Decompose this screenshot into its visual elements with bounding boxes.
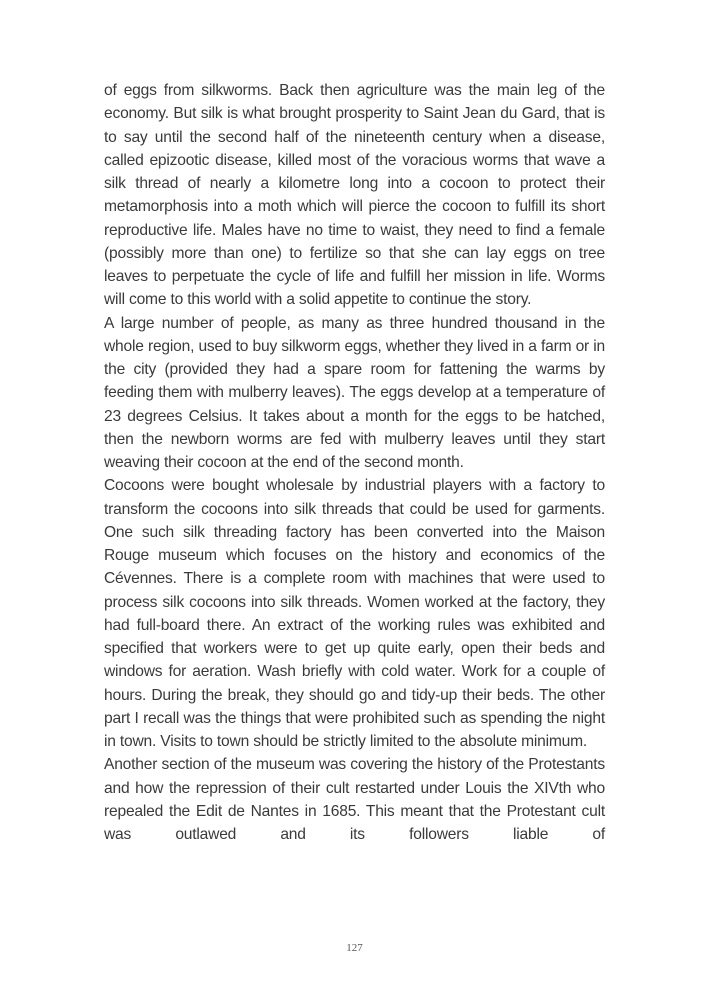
body-text [104, 79, 605, 846]
paragraph-egg-raising: A large number of people, as many as three hundred thousand in the whole region, used to buy silkworm eggs, whether they lived in a farm or in the city (provided they had a spare room for fattening the warms by feeding them with mulberry leaves). The eggs develop at a temperature of 23 degrees Celsius. It takes about a month for the eggs to be hatched, then the newborn worms are fed with mulberry leaves until they start weaving their cocoon at the end of the second month. [104, 314, 605, 471]
paragraph-protestant-history: Another section of the museum was covering the history of the Protestants and how the repression of their cult restarted under Louis the XIVth who repealed the Edit de Nantes in 1685. This meant that the Protestant cult was outlawed and its followers liable of [104, 756, 605, 843]
paragraph-silk-factory: Cocoons were bought wholesale by industrial players with a factory to transform the cocoons into silk threads that could be used for garments. One such silk threading factory has been converted into the Maison Rouge museum which focuses on the history and economics of the Cévennes. There is a complete room with machines that were used to process silk cocoons into silk threads. Women worked at the factory, they had full-board there. An extract of the working rules was exhibited and specified that workers were to get up quite early, open their beds and windows for aeration. Wash briefly with cold water. Work for a couple of hours. During the break, they should go and tidy-up their beds. The other part I recall was the things that were prohibited such as spending the night in town. Visits to town should be strictly limited to the absolute minimum. [104, 477, 605, 750]
paragraph-silkworm-history: of eggs from silkworms. Back then agriculture was the main leg of the economy. But silk is what brought prosperity to Saint Jean du Gard, that is to say until the second half of the nineteenth century when a disease, called epizootic disease, killed most of the voracious worms that wave a silk thread of nearly a kilometre long into a cocoon to protect their metamorphosis into a moth which will pierce the cocoon to fulfill its short reproductive life. Males have no time to waist, they need to find a female (possibly more than one) to fertilize so that she can lay eggs on tree leaves to perpetuate the cycle of life and fulfill her mission in life. Worms will come to this world with a solid appetite to continue the story. [104, 82, 605, 309]
page-number: 127 [346, 942, 363, 954]
